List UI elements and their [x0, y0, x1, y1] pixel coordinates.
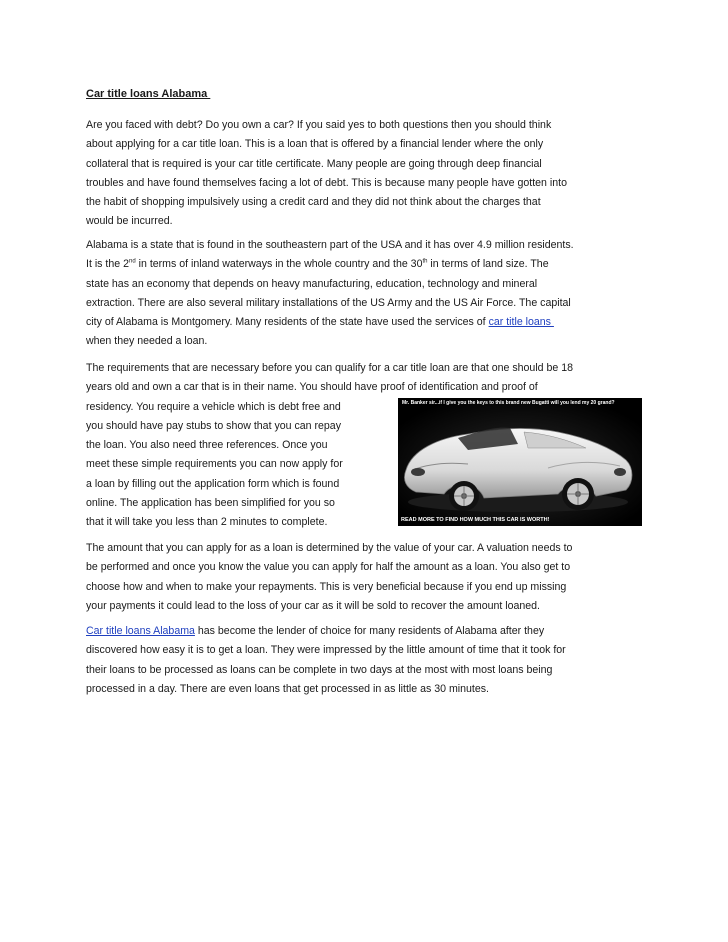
text-line: The amount that you can apply for as a loan is determined by the value of your car. A valuation needs to [86, 542, 573, 554]
superscript: th [422, 258, 428, 265]
text-line: the loan. You also need three references. Once you [86, 439, 328, 452]
text-line: city of Alabama is Montgomery. Many residents of the state have used the services of car title loans [86, 316, 554, 329]
text-line: your payments it could lead to the loss of your car as it will be sold to recover the amount loaned. [86, 599, 541, 612]
text-line: The requirements that are necessary before you can qualify for a car title loan are that one should be 18 [86, 362, 574, 374]
text-line: processed in a day. There are even loans that get processed in as little as 30 minutes. [86, 682, 489, 695]
text-line: extraction. There are also several military installations of the US Army and the US Air Force. The capital [86, 296, 571, 309]
paragraph-alabama [86, 236, 646, 352]
text-line: a loan by filling out the application form which is found [86, 477, 340, 490]
text-line: that it will take you less than 2 minutes to complete. [86, 516, 328, 529]
text-line: about applying for a car title loan. This is a loan that is offered by a financial lender where the only [86, 138, 544, 151]
text-line: choose how and when to make your repayments. This is very beneficial because if you end up missing [86, 580, 567, 593]
promo-bottom-caption: READ MORE TO FIND HOW MUCH THIS CAR IS WORTH! [401, 517, 550, 523]
superscript: nd [129, 258, 136, 265]
text-line: online. The application has been simplified for you so [86, 497, 335, 510]
car-title-loans-alabama-link[interactable]: Car title loans Alabama [86, 625, 195, 637]
text-line: years old and own a car that is in their name. You should have proof of identification and proof of [86, 381, 538, 394]
text-line: meet these simple requirements you can now apply for [86, 458, 343, 471]
text-line: collateral that is required is your car title certificate. Many people are going through deep financial [86, 157, 542, 170]
text-line: It is the 2nd in terms of inland waterways in the whole country and the 30th in terms of land size. The [86, 258, 549, 271]
text-line: state has an economy that depends on heavy manufacturing, education, technology and mineral [86, 277, 538, 290]
text-line: troubles and have found themselves facing a lot of debt. This is because many people have gotten into [86, 176, 567, 189]
promo-top-caption: Mr. Banker sir...if I give you the keys to this brand new Bugatti will you lend my 20 grand? [402, 400, 615, 406]
text-line: discovered how easy it is to get a loan. They were impressed by the little amount of time that it took for [86, 644, 566, 657]
paragraph-lender [86, 622, 646, 699]
text-line: you should have pay stubs to show that you can repay [86, 419, 342, 432]
bugatti-promo-image [398, 398, 642, 526]
paragraph-amount [86, 539, 646, 616]
page-title: Car title loans Alabama [86, 88, 211, 100]
text-line: would be incurred. [86, 215, 173, 228]
text-line: be performed and once you know the value you can apply for half the amount as a loan. You also get to [86, 561, 571, 574]
text-line: their loans to be processed as loans can be complete in two days at the most with most loans being [86, 663, 553, 676]
text-line: Alabama is a state that is found in the southeastern part of the USA and it has over 4.9 million residents. [86, 239, 574, 251]
paragraph-intro [86, 116, 646, 232]
text-line: Car title loans Alabama has become the lender of choice for many residents of Alabama after they [86, 625, 545, 637]
text-line: the habit of shopping impulsively using a credit card and they did not think about the charges that [86, 196, 541, 209]
car-title-loans-link[interactable]: car title loans [488, 316, 554, 329]
text-line: Are you faced with debt? Do you own a car? If you said yes to both questions then you should think [86, 119, 552, 131]
text-line: when they needed a loan. [86, 335, 208, 348]
car-illustration [398, 398, 642, 526]
text-line: residency. You require a vehicle which is debt free and [86, 400, 341, 413]
